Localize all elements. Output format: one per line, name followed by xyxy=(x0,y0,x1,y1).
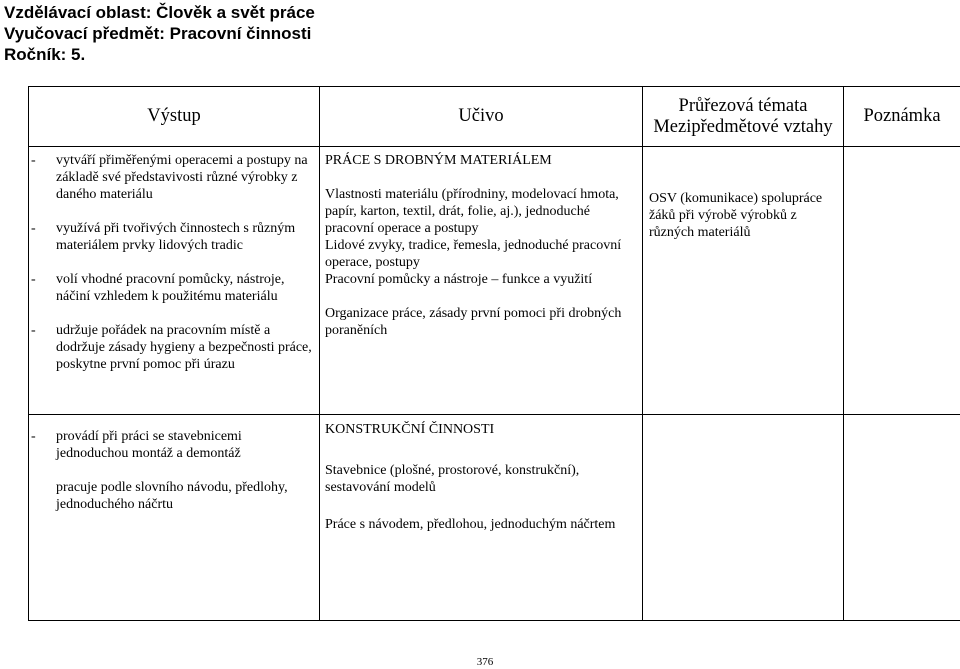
list-item-text: pracuje podle slovního návodu, předlohy, jednoduchého náčrtu xyxy=(56,480,288,512)
ucivo-title: KONSTRUKČNÍ ČINNOSTI xyxy=(325,422,495,437)
list-item xyxy=(31,152,315,203)
table-row xyxy=(29,415,960,621)
temata-cell xyxy=(643,415,844,621)
table-header-row xyxy=(29,87,960,147)
list-item-text: volí vhodné pracovní pomůcky, nástroje, náčiní vzhledem k použitému materiálu xyxy=(56,272,285,304)
list-item-text: vytváří přiměřenými operacemi a postupy na základě své představivosti různé výrobky z daného materiálu xyxy=(56,153,308,202)
document-header xyxy=(4,2,315,65)
list-item xyxy=(31,271,315,305)
list-dash xyxy=(31,479,56,513)
temata-text: OSV (komunikace) spolupráce žáků při výrobě výrobků z různých materiálů xyxy=(649,191,823,240)
list-item-text: provádí při práci se stavebnicemi jednoduchou montáž a demontáž xyxy=(56,429,242,461)
curriculum-table xyxy=(28,86,960,621)
header-temata-line1: Průřezová témata xyxy=(678,95,808,116)
list-dash: - xyxy=(31,221,36,236)
header-temata xyxy=(643,87,844,147)
poznamka-cell xyxy=(844,415,960,621)
grade-level: Ročník: 5. xyxy=(4,45,86,64)
list-item xyxy=(31,479,315,513)
list-dash: - xyxy=(31,272,36,287)
page-number: 376 xyxy=(476,656,494,668)
subject-area: Vzdělávací oblast: Člověk a svět práce xyxy=(4,3,315,22)
poznamka-cell xyxy=(844,147,960,415)
ucivo-paragraph: Pracovní pomůcky a nástroje – funkce a využití xyxy=(325,272,593,287)
ucivo-title: PRÁCE S DROBNÝM MATERIÁLEM xyxy=(325,153,552,168)
list-item xyxy=(31,428,315,462)
table-row xyxy=(29,147,960,415)
list-item xyxy=(31,220,315,254)
ucivo-cell xyxy=(320,415,643,621)
list-item-text: udržuje pořádek na pracovním místě a dodržuje zásady hygieny a bezpečnosti práce, poskytne první pomoc při úrazu xyxy=(56,323,312,372)
subject-name: Vyučovací předmět: Pracovní činnosti xyxy=(4,24,312,43)
ucivo-cell xyxy=(320,147,643,415)
ucivo-paragraph: Práce s návodem, předlohou, jednoduchým náčrtem xyxy=(325,517,616,532)
header-vystup: Výstup xyxy=(29,87,320,147)
list-item-text: využívá při tvořivých činnostech s různým materiálem prvky lidových tradic xyxy=(56,221,296,253)
header-ucivo: Učivo xyxy=(320,87,643,147)
list-dash: - xyxy=(31,429,36,444)
header-temata-line2: Mezipředmětové vztahy xyxy=(653,116,833,137)
ucivo-paragraph: Lidové zvyky, tradice, řemesla, jednoduché pracovní operace, postupy xyxy=(325,238,622,270)
list-dash: - xyxy=(31,323,36,338)
list-item xyxy=(31,322,315,373)
ucivo-paragraph: Organizace práce, zásady první pomoci při drobných poraněních xyxy=(325,306,622,338)
ucivo-paragraph: Stavebnice (plošné, prostorové, konstrukční), sestavování modelů xyxy=(325,463,580,495)
temata-cell xyxy=(643,147,844,415)
vystup-cell xyxy=(29,147,320,415)
ucivo-paragraph: Vlastnosti materiálu (přírodniny, modelovací hmota, papír, karton, textil, drát, folie, aj.), jednoduché pracovní operace a postupy xyxy=(325,187,619,236)
list-dash: - xyxy=(31,153,36,168)
header-poznamka: Poznámka xyxy=(844,87,960,147)
vystup-cell xyxy=(29,415,320,621)
